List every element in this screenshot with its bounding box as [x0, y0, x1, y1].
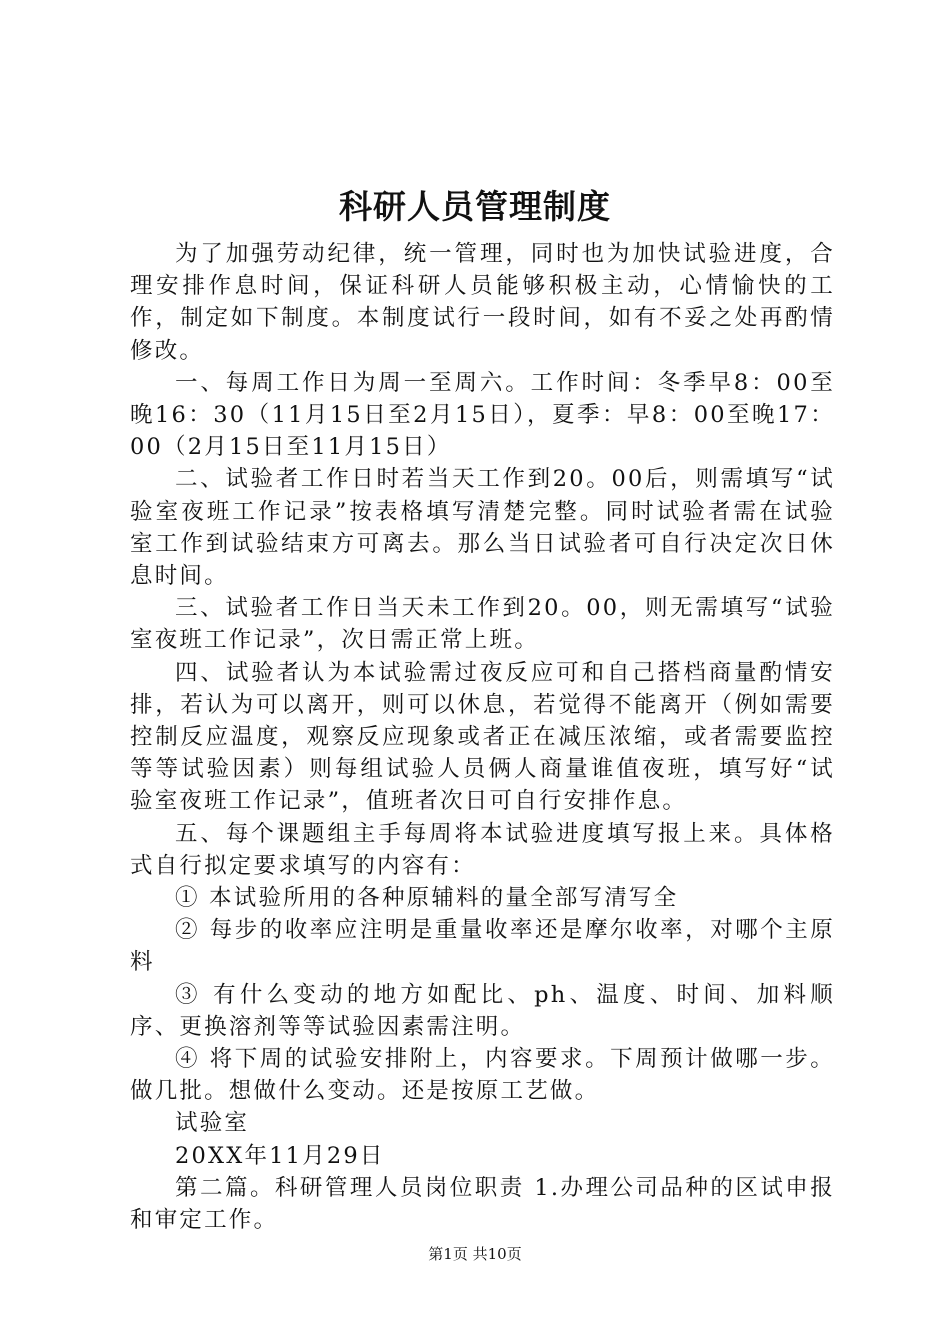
paragraph-intro: 为了加强劳动纪律，统一管理，同时也为加快试验进度，合理安排作息时间，保证科研人员能够积极主动，心情愉快的工作，制定如下制度。本制度试行一段时间，如有不妥之处再酌情修改。	[130, 241, 835, 364]
paragraph-rule-5: 五、每个课题组主手每周将本试验进度填写报上来。具体格式自行拟定要求填写的内容有：	[130, 820, 835, 879]
signature-department: 试验室	[175, 1110, 250, 1137]
list-item-4: ④ 将下周的试验安排附上，内容要求。下周预计做哪一步。做几批。想做什么变动。还是按原工艺做。	[130, 1046, 835, 1105]
list-item-1: ① 本试验所用的各种原辅料的量全部写清写全	[175, 885, 679, 912]
paragraph-rule-2: 二、试验者工作日时若当天工作到20。00后，则需填写“试验室夜班工作记录”按表格填写清楚完整。同时试验者需在试验室工作到试验结束方可离去。那么当日试验者可自行决定次日休息时间。	[130, 466, 835, 590]
list-item-3: ③ 有什么变动的地方如配比、ph、温度、时间、加料顺序、更换溶剂等等试验因素需注明。	[130, 981, 835, 1040]
page-footer: 第1页 共10页	[428, 1245, 522, 1263]
signature-date: 20XX年11月29日	[175, 1142, 385, 1169]
document-title: 科研人员管理制度	[339, 187, 611, 226]
list-item-2: ② 每步的收率应注明是重量收率还是摩尔收率，对哪个主原料	[130, 917, 835, 976]
document-body	[130, 238, 835, 1236]
paragraph-rule-3: 三、试验者工作日当天未工作到20。00，则无需填写“试验室夜班工作记录”，次日需正常上班。	[130, 595, 835, 654]
paragraph-second-section: 第二篇。科研管理人员岗位职责 1.办理公司品种的区试申报和审定工作。	[130, 1174, 835, 1234]
paragraph-rule-1: 一、每周工作日为周一至周六。工作时间：冬季早8：00至晚16：30（11月15日至2月15日），夏季：早8：00至晚17：00（2月15日至11月15日）	[130, 369, 835, 461]
paragraph-rule-4: 四、试验者认为本试验需过夜反应可和自己搭档商量酌情安排，若认为可以离开，则可以休息，若觉得不能离开（例如需要控制反应温度，观察反应现象或者正在减压浓缩，或者需要监控等等试验因素）则每组试验人员俩人商量谁值夜班，填写好“试验室夜班工作记录”，值班者次日可自行安排作息。	[130, 659, 835, 815]
